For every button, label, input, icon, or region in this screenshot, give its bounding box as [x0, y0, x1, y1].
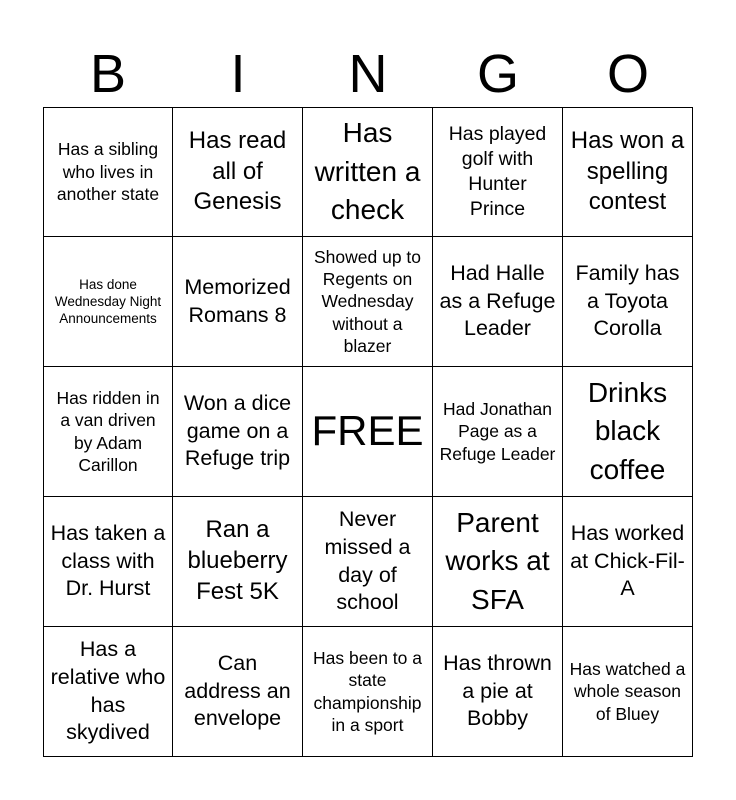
bingo-cell[interactable]: [433, 627, 563, 757]
bingo-cell[interactable]: [303, 497, 433, 627]
header-letter-o: O: [606, 44, 649, 104]
bingo-cell-text: Had Halle as a Refuge Leader: [439, 261, 556, 341]
bingo-cell[interactable]: [563, 367, 693, 497]
bingo-cell-text: Has thrown a pie at Bobby: [443, 651, 552, 731]
bingo-cell-text: Drinks black coffee: [587, 376, 668, 485]
bingo-cell[interactable]: [43, 107, 173, 237]
bingo-cell-text: Has won a spelling contest: [570, 126, 685, 216]
bingo-cell[interactable]: [303, 627, 433, 757]
bingo-cell-text: Memorized Romans 8: [184, 274, 291, 327]
bingo-cell[interactable]: [563, 107, 693, 237]
bingo-cell[interactable]: [43, 627, 173, 757]
bingo-cell[interactable]: [563, 497, 693, 627]
bingo-cell[interactable]: [303, 107, 433, 237]
bingo-cell[interactable]: [303, 367, 433, 497]
bingo-cell[interactable]: [173, 237, 303, 367]
bingo-cell-text: Has worked at Chick-Fil-A: [570, 521, 685, 601]
bingo-cell-text: Has taken a class with Dr. Hurst: [50, 521, 166, 601]
header-letter-g: G: [476, 44, 519, 104]
bingo-cell-text: Has watched a whole season of Bluey: [569, 658, 686, 724]
bingo-cell-text: Has played golf with Hunter Prince: [448, 123, 547, 220]
bingo-cell[interactable]: [43, 367, 173, 497]
header-letter-b: B: [89, 44, 127, 104]
bingo-cell-text: Has read all of Genesis: [188, 126, 287, 216]
header-letter-n: N: [348, 44, 388, 104]
bingo-cell-text: Never missed a day of school: [324, 507, 411, 615]
bingo-cell[interactable]: [433, 497, 563, 627]
bingo-cell-text: Can address an envelope: [184, 651, 291, 731]
bingo-cell-text: Has written a check: [314, 117, 421, 226]
bingo-cell-text: Ran a blueberry Fest 5K: [187, 516, 288, 605]
bingo-cell-text: Has been to a state championship in a sport: [313, 647, 422, 735]
bingo-cell-text: Won a dice game on a Refuge trip: [183, 391, 292, 471]
bingo-cell-text: Family has a Toyota Corolla: [575, 261, 680, 341]
bingo-cell[interactable]: [563, 627, 693, 757]
bingo-cell-text: Has a relative who has skydived: [50, 637, 166, 745]
bingo-cell[interactable]: [433, 237, 563, 367]
bingo-cell[interactable]: [303, 237, 433, 367]
bingo-cell[interactable]: [173, 497, 303, 627]
bingo-cell[interactable]: [173, 107, 303, 237]
bingo-board: [43, 107, 693, 757]
bingo-cell-text: Has a sibling who lives in another state: [56, 139, 160, 205]
bingo-cell[interactable]: [433, 367, 563, 497]
bingo-cell-text: Had Jonathan Page as a Refuge Leader: [439, 398, 556, 464]
bingo-cell-text: Parent works at SFA: [445, 506, 550, 615]
bingo-cell-text: Has ridden in a van driven by Adam Carillon: [56, 387, 160, 475]
bingo-cell[interactable]: [43, 497, 173, 627]
bingo-cell[interactable]: [43, 237, 173, 367]
header-letter-i: I: [230, 44, 246, 104]
bingo-header: [43, 40, 693, 108]
bingo-cell[interactable]: [563, 237, 693, 367]
bingo-cell[interactable]: [173, 627, 303, 757]
bingo-cell-text: Showed up to Regents on Wednesday without a blazer: [313, 246, 422, 357]
bingo-cell[interactable]: [173, 367, 303, 497]
free-space: FREE: [311, 407, 424, 455]
bingo-cell[interactable]: [433, 107, 563, 237]
bingo-cell-text: Has done Wednesday Night Announcements: [54, 276, 162, 327]
